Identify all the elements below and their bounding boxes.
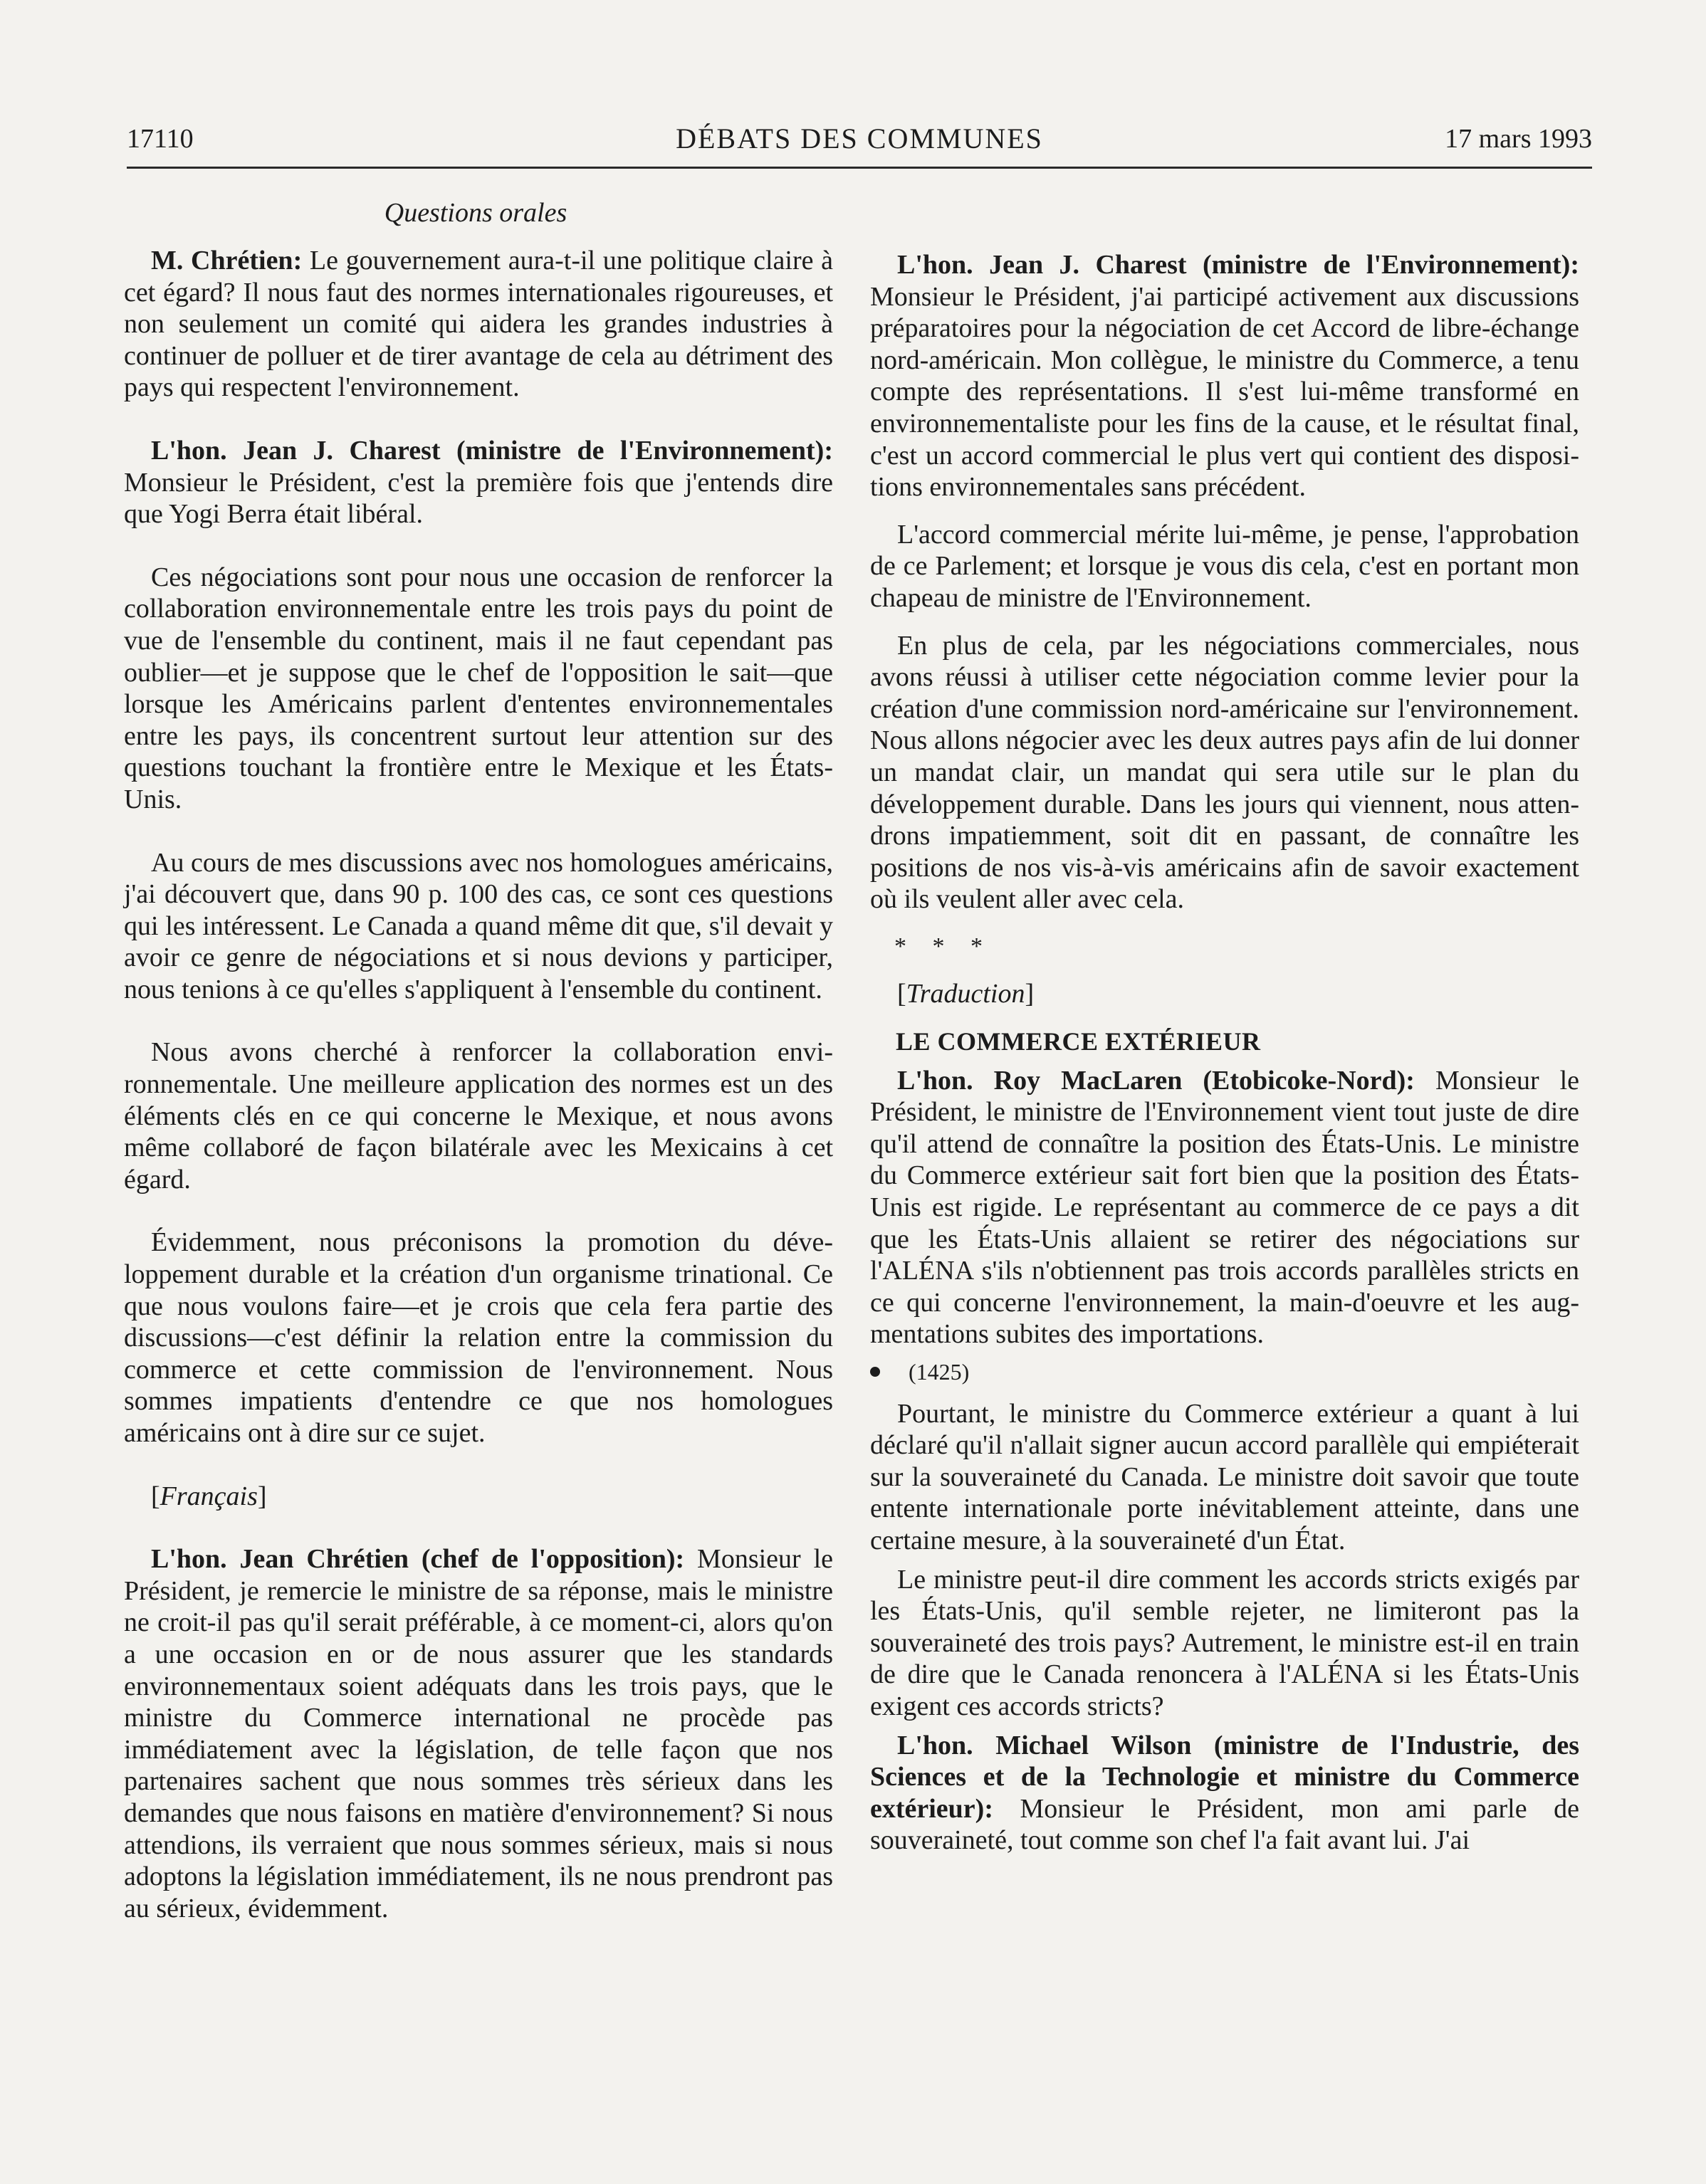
paragraph: Le ministre peut-il dire comment les accords stricts exigés par les États-Unis, qu'il semble rejeter, ne limiteront pas la souveraineté des trois pays? Autrement, le ministre est-il en train de dire que le Canada renoncera à l'ALÉNA si les États-Unis exigent ces accords stricts? xyxy=(870,1564,1579,1721)
paragraph: L'accord commercial mérite lui-même, je pense, l'approbation de ce Parlement; et lorsque je vous dis cela, c'est en portant mon chapeau de ministre de l'Environnement. xyxy=(870,519,1579,613)
speaker-name: L'hon. Jean J. Charest (ministre de l'Environnement): xyxy=(897,250,1579,280)
language-tag: [Traduction] xyxy=(897,979,1035,1009)
section-separator: * * * xyxy=(894,933,993,960)
speaker-name: M. Chrétien: xyxy=(151,246,303,275)
speaker-name: L'hon. Roy MacLaren (Etobicoke-Nord): xyxy=(897,1065,1415,1096)
paragraph: Évidemment, nous préconisons la promotion du développement durable et la création d'un organisme trinational. Ce que nous voulons faire—et je crois que cela fera partie des discussions—c'est définir la relation entre la commission du commerce et cette commission de l'environnement. Nous sommes impatients d'entendre ce que nos homologues américains ont à dire sur ce sujet. xyxy=(124,1227,833,1448)
bullet-icon xyxy=(870,1367,880,1377)
time-stamp: (1425) xyxy=(870,1356,1579,1388)
publication-title: DÉBATS DES COMMUNES xyxy=(676,122,1043,154)
paragraph: L'hon. Jean J. Charest (ministre de l'Environnement): Monsieur le Président, j'ai participé activement aux discussions préparatoires pour la négociation de cet Accord de libre-échange nord-américain. Mon collègue, le ministre du Commerce, a tenu compte des représentations. Il s'est lui-même transformé en environnementaliste pour les fins de la cause, et le résultat final, c'est un accord commercial le plus vert qui contient des dispositions environnementales sans précédent. xyxy=(870,250,1579,503)
speaker-name: L'hon. Jean Chrétien (chef de l'opposition): xyxy=(151,1544,685,1575)
paragraph: M. Chrétien: Le gouvernement aura-t-il une politique claire à cet égard? Il nous faut des normes internationales rigoureuses, et non seulement un comité qui aidera les grandes industries à continuer de polluer et de tirer avantage de cela au détriment des pays qui respectent l'environnement. xyxy=(124,246,834,403)
paragraph: En plus de cela, par les négociations commerciales, nous avons réussi à utiliser cette négociation comme levier pour la création d'une commission nord-américaine sur l'environnement. Nous allons négocier avec les deux autres pays afin de lui donner un mandat clair, un mandat qui sera utile sur le plan du développement durable. Dans les jours qui viennent, nous attendrons impatiemment, soit dit en passant, de connaître les positions de nos vis-à-vis américains afin de savoir exactement où ils veulent aller avec cela. xyxy=(870,630,1579,915)
paragraph: Pourtant, le ministre du Commerce extérieur a quant à lui déclaré qu'il n'allait signer aucun accord parallèle qui empiéterait sur la souveraineté du Canada. Le ministre doit savoir que toute entente internationale porte inévitablement atteinte, dans une certaine mesure, à la souveraineté d'un État. xyxy=(870,1398,1579,1555)
left-column xyxy=(124,245,833,1924)
paragraph: L'hon. Michael Wilson (ministre de l'Industrie, des Sciences et de la Technologie et ministre du Commerce extérieur): Monsieur le Président, mon ami parle de souveraineté, tout comme son chef l'a fait avant lui. J'ai xyxy=(870,1730,1579,1856)
paragraph: Au cours de mes discussions avec nos homologues américains, j'ai découvert que, dans 90 p. 100 des cas, ce sont ces questions qui les intéressent. Le Canada a quand même dit que, s'il devait y avoir ce genre de négociations et si nous devions y participer, nous tenions à ce qu'elles s'appliquent à l'ensemble du continent. xyxy=(124,847,833,1004)
speaker-name: L'hon. Michael Wilson (ministre de l'Industrie, des Sciences et de la Technologie et ministre du Commerce extérieur): xyxy=(870,1730,1579,1824)
right-column xyxy=(870,249,1579,1857)
paragraph: L'hon. Roy MacLaren (Etobicoke-Nord): Monsieur le Président, le ministre de l'Environnement vient tout juste de dire qu'il attend de connaître la position des États-Unis. Le ministre du Commerce extérieur sait fort bien que la position des États-Unis est rigide. Le représentant au commerce de ce pays a dit que les États-Unis allaient se retirer des négociations sur l'ALÉNA s'ils n'obtiennent pas trois accords parallèles stricts en ce qui concerne l'environnement, la main-d'oeuvre et les augmentations subites des importations. xyxy=(870,1065,1579,1350)
paragraph: L'hon. Jean Chrétien (chef de l'opposition): Monsieur le Président, je remercie le ministre de sa réponse, mais le ministre ne croit-il pas qu'il serait préférable, à ce moment-ci, alors qu'on a une occasion en or de nous assurer que les standards environnementaux soient adéquats dans les trois pays, que le ministre du Commerce international ne procède pas immédiatement avec la législation, de telle façon que nos partenaires sachent que nous sommes très sérieux dans les demandes que nous faisons en matière d'environnement? Si nous attendions, ils verraient que nous sommes sérieux, mais si nous adoptons la législation immédiatement, ils ne nous prendront pas au sérieux, évidemment. xyxy=(124,1544,834,1923)
paragraph: L'hon. Jean J. Charest (ministre de l'Environnement): Monsieur le Président, c'est la première fois que j'entends dire que Yogi Berra était libéral. xyxy=(124,435,833,530)
paragraph: Ces négociations sont pour nous une occasion de renforcer la collaboration environnementale entre les trois pays du point de vue de l'ensemble du continent, mais il ne faut cependant pas oublier—et je suppose que le chef de l'opposition le sait—que lorsque les Américains parlent d'ententes environnementales entre les pays, ils concentrent surtout leur attention sur des questions touchant la frontière entre le Mexique et les États-Unis. xyxy=(124,562,833,814)
publication-date: 17 mars 1993 xyxy=(1445,124,1592,154)
speaker-name: L'hon. Jean J. Charest (ministre de l'Environnement): xyxy=(151,435,833,466)
paragraph: Nous avons cherché à renforcer la collaboration environnementale. Une meilleure application des normes est un des éléments clés en ce qui concerne le Mexique, et nous avons même collaboré de façon bilatérale avec les Mexicains à cet égard. xyxy=(124,1037,833,1195)
page-number: 17110 xyxy=(127,124,194,154)
section-label: Questions orales xyxy=(384,198,567,228)
language-tag: [Français] xyxy=(151,1481,267,1511)
page-header xyxy=(127,120,1592,169)
section-heading: LE COMMERCE EXTÉRIEUR xyxy=(896,1027,1261,1056)
